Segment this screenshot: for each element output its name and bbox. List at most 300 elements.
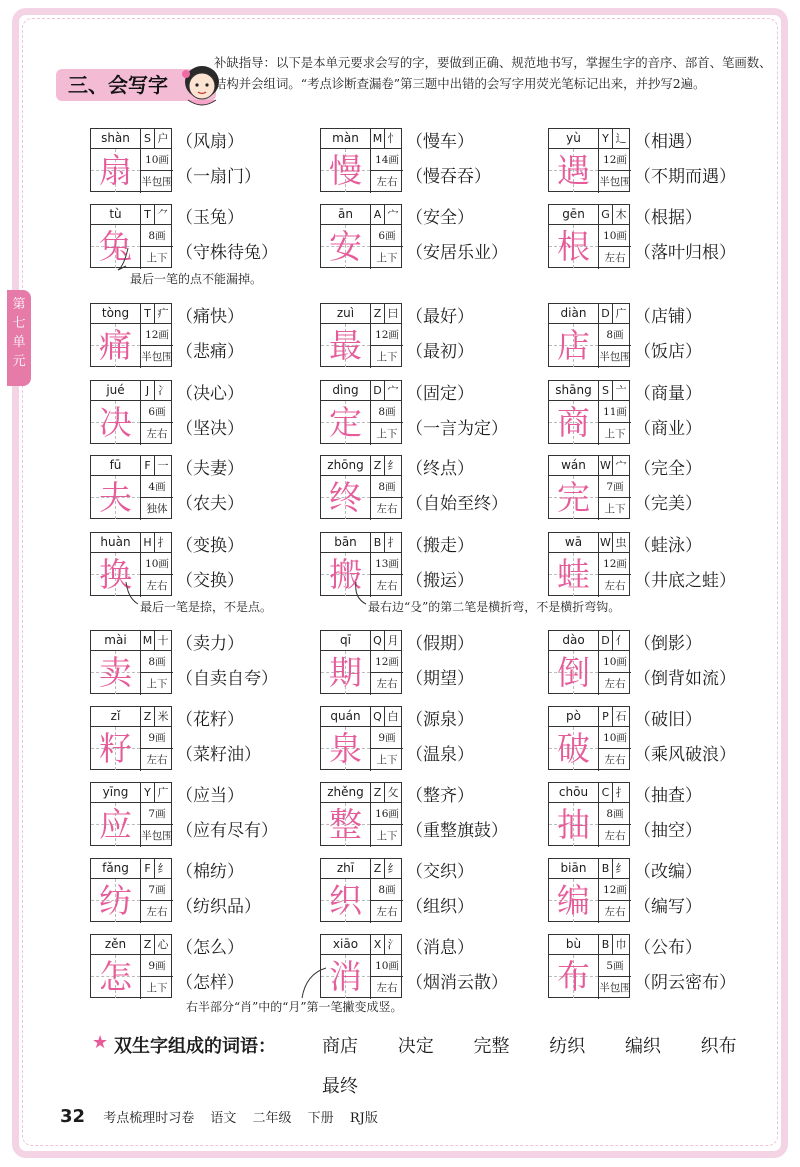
word: （交织） [406, 862, 474, 882]
structure: 左右 [376, 906, 398, 918]
character-box [90, 303, 172, 367]
page-footer [60, 1106, 760, 1127]
index-letter: Y [599, 129, 613, 149]
term: 下册 [307, 1111, 334, 1126]
tianzige-cell [91, 401, 141, 445]
index-letter: D [371, 381, 385, 401]
structure: 左右 [604, 830, 626, 842]
index-letter: Z [371, 783, 385, 803]
word: （慢车） [406, 132, 474, 152]
character-card [90, 455, 312, 519]
structure: 上下 [376, 830, 398, 842]
character-box [548, 532, 630, 596]
pinyin: zuì [321, 304, 371, 324]
radical: 纟 [385, 859, 401, 879]
index-letter: G [599, 205, 613, 225]
pinyin: huàn [91, 533, 141, 553]
word: （乘风破浪） [634, 745, 736, 765]
stroke-count: 12画 [599, 879, 631, 901]
structure: 半包围 [141, 351, 173, 363]
word: （应有尽有） [176, 821, 278, 841]
radical: 忄 [385, 129, 401, 149]
structure: 半包围 [141, 830, 173, 842]
character: 终 [329, 478, 362, 517]
structure: 上下 [376, 754, 398, 766]
structure: 左右 [376, 678, 398, 690]
pinyin: jué [91, 381, 141, 401]
character-card [548, 934, 770, 998]
stroke-count: 8画 [141, 651, 173, 673]
pinyin: tòng [91, 304, 141, 324]
pinyin: zhī [321, 859, 371, 879]
structure: 上下 [604, 428, 626, 440]
pinyin: fǎng [91, 859, 141, 879]
stroke-count: 6画 [141, 401, 173, 423]
radical: 白 [385, 707, 401, 727]
pinyin: zhěng [321, 783, 371, 803]
character-card [548, 630, 770, 694]
character: 泉 [329, 729, 362, 768]
character-box [320, 455, 402, 519]
pinyin: xiāo [321, 935, 371, 955]
character-card [320, 303, 542, 367]
stroke-count: 8画 [371, 476, 403, 498]
word: （落叶归根） [634, 243, 736, 263]
structure: 左右 [604, 678, 626, 690]
structure: 半包围 [599, 982, 631, 994]
character-card [90, 706, 312, 770]
word: （商业） [634, 419, 702, 439]
stroke-count: 10画 [141, 149, 173, 171]
radical: 曰 [385, 304, 401, 324]
index-letter: C [599, 783, 613, 803]
pinyin: ān [321, 205, 371, 225]
character-card [320, 204, 542, 268]
word: （慢吞吞） [406, 167, 491, 187]
character: 最 [329, 326, 362, 365]
structure: 半包围 [599, 351, 631, 363]
word: （整齐） [406, 786, 474, 806]
pinyin: wán [549, 456, 599, 476]
character-card [548, 706, 770, 770]
index-letter: S [599, 381, 613, 401]
character-card [320, 858, 542, 922]
radical: 纟 [385, 456, 401, 476]
tianzige-cell [321, 149, 371, 193]
character: 夫 [99, 478, 132, 517]
structure: 半包围 [141, 176, 173, 188]
word: （花籽） [176, 710, 244, 730]
index-letter: Y [141, 783, 155, 803]
word: （抽空） [634, 821, 702, 841]
radical: 扌 [613, 783, 629, 803]
character: 应 [99, 805, 132, 844]
tianzige-cell [321, 879, 371, 923]
character-box [90, 380, 172, 444]
character-card [320, 934, 542, 998]
radical: 月 [385, 631, 401, 651]
radical: 扌 [385, 533, 401, 553]
radical: 巾 [613, 935, 629, 955]
word: （编写） [634, 897, 702, 917]
index-letter: Z [371, 304, 385, 324]
stroke-count: 8画 [371, 879, 403, 901]
stroke-count: 9画 [371, 727, 403, 749]
word: （商量） [634, 384, 702, 404]
radical: 心 [155, 935, 171, 955]
radical: 宀 [385, 205, 401, 225]
word: （倒背如流） [634, 669, 736, 689]
radical: 木 [613, 205, 629, 225]
character-card [320, 128, 542, 192]
index-letter: B [599, 859, 613, 879]
structure: 半包围 [599, 176, 631, 188]
word: （自始至终） [406, 494, 508, 514]
pinyin: zǐ [91, 707, 141, 727]
tianzige-cell [549, 879, 599, 923]
word: （菜籽油） [176, 745, 261, 765]
note-arrow-icon [124, 580, 148, 608]
tianzige-cell [91, 803, 141, 847]
note-arrow-icon [296, 966, 336, 1000]
character-card [320, 380, 542, 444]
pinyin: dào [549, 631, 599, 651]
index-letter: Z [141, 935, 155, 955]
radical: 虫 [613, 533, 629, 553]
word: （完全） [634, 459, 702, 479]
pinyin: wā [549, 533, 599, 553]
word: （卖力） [176, 634, 244, 654]
character-box [548, 934, 630, 998]
radical: 宀 [613, 456, 629, 476]
unit-tab [7, 290, 31, 386]
structure: 上下 [146, 252, 168, 264]
pinyin: fū [91, 456, 141, 476]
character: 慢 [329, 151, 362, 190]
pinyin: qī [321, 631, 371, 651]
character-box [320, 630, 402, 694]
stroke-count: 14画 [371, 149, 403, 171]
character-card [320, 706, 542, 770]
character: 抽 [557, 805, 590, 844]
stroke-count: 16画 [371, 803, 403, 825]
index-letter: Z [141, 707, 155, 727]
pinyin: quán [321, 707, 371, 727]
character: 决 [99, 403, 132, 442]
pinyin: zěn [91, 935, 141, 955]
double-word: 纺织 [549, 1036, 586, 1057]
character-card [548, 532, 770, 596]
character-box [90, 934, 172, 998]
radical: 氵 [385, 935, 401, 955]
radical: 亻 [613, 631, 629, 651]
word: （最初） [406, 342, 474, 362]
word: （破旧） [634, 710, 702, 730]
word: （悲痛） [176, 342, 244, 362]
tianzige-cell [549, 955, 599, 999]
double-words-title: 双生字组成的词语： [114, 1036, 276, 1057]
pinyin: biān [549, 859, 599, 879]
word: （一言为定） [406, 419, 508, 439]
character-box [548, 455, 630, 519]
word: （坚决） [176, 419, 244, 439]
edition: RJ版 [349, 1111, 378, 1126]
structure: 左右 [146, 906, 168, 918]
stroke-count: 12画 [371, 651, 403, 673]
index-letter: W [599, 533, 613, 553]
character-box [320, 782, 402, 846]
guidance-text: 补缺指导：以下是本单元要求会写的字，要做到正确、规范地书写，掌握生字的音序、部首、笔画数、结构并会组词。“考点诊断查漏卷”第三题中出错的会写字用荧光笔标记出来，并抄写2遍。 [214, 55, 772, 91]
character-box [320, 204, 402, 268]
word: （痛快） [176, 307, 244, 327]
word: （夫妻） [176, 459, 244, 479]
index-letter: F [141, 859, 155, 879]
character: 定 [329, 403, 362, 442]
structure: 左右 [604, 906, 626, 918]
word: （安全） [406, 208, 474, 228]
unit-tab-char: 单 [12, 335, 26, 350]
structure: 左右 [604, 580, 626, 592]
character-box [90, 455, 172, 519]
character-box [548, 782, 630, 846]
tianzige-cell [549, 727, 599, 771]
character: 蛙 [557, 555, 590, 594]
double-word: 决定 [397, 1036, 434, 1057]
stroke-count: 12画 [599, 149, 631, 171]
index-letter: X [371, 935, 385, 955]
writing-note: 右半部分“肖”中的“月”第一笔撇变成竖。 [186, 1000, 403, 1014]
unit-tab-char: 七 [12, 316, 26, 331]
character: 根 [557, 227, 590, 266]
index-letter: S [141, 129, 155, 149]
word: （变换） [176, 536, 244, 556]
structure: 左右 [376, 176, 398, 188]
word: （终点） [406, 459, 474, 479]
character-card [90, 630, 312, 694]
word: （蛙泳） [634, 536, 702, 556]
character-card [548, 380, 770, 444]
pinyin: tù [91, 205, 141, 225]
stroke-count: 13画 [371, 553, 403, 575]
character-card [548, 782, 770, 846]
index-letter: B [371, 533, 385, 553]
stroke-count: 10画 [141, 553, 173, 575]
word: （一扇门） [176, 167, 261, 187]
pinyin: mài [91, 631, 141, 651]
character: 店 [557, 326, 590, 365]
index-letter: F [141, 456, 155, 476]
tianzige-cell [91, 879, 141, 923]
radical: 米 [155, 707, 171, 727]
character-box [320, 128, 402, 192]
pinyin: yù [549, 129, 599, 149]
character: 扇 [99, 151, 132, 190]
tianzige-cell [549, 225, 599, 269]
character: 卖 [99, 653, 132, 692]
word: （井底之蛙） [634, 571, 736, 591]
structure: 独体 [146, 503, 168, 515]
stroke-count: 6画 [371, 225, 403, 247]
stroke-count: 8画 [599, 803, 631, 825]
radical: 扌 [155, 533, 171, 553]
character: 消 [329, 957, 362, 996]
word: （改编） [634, 862, 702, 882]
radical: 十 [155, 631, 171, 651]
pinyin: diàn [549, 304, 599, 324]
structure: 上下 [376, 428, 398, 440]
section-title: 三、会写字 [56, 69, 216, 101]
character: 整 [329, 805, 362, 844]
tianzige-cell [91, 651, 141, 695]
double-word: 编织 [624, 1036, 661, 1057]
tianzige-cell [549, 324, 599, 368]
word: （店铺） [634, 307, 702, 327]
pinyin: shāng [549, 381, 599, 401]
character: 怎 [99, 957, 132, 996]
index-letter: M [371, 129, 385, 149]
pinyin: bān [321, 533, 371, 553]
pinyin: gēn [549, 205, 599, 225]
stroke-count: 4画 [141, 476, 173, 498]
index-letter: B [599, 935, 613, 955]
stroke-count: 10画 [599, 651, 631, 673]
character-box [548, 380, 630, 444]
tianzige-cell [549, 149, 599, 193]
stroke-count: 8画 [141, 225, 173, 247]
character-box [320, 858, 402, 922]
character: 纺 [99, 881, 132, 920]
character-box [548, 630, 630, 694]
word: （重整旗鼓） [406, 821, 508, 841]
word: （倒影） [634, 634, 702, 654]
word: （公布） [634, 938, 702, 958]
radical: 户 [155, 129, 171, 149]
tianzige-cell [321, 476, 371, 520]
structure: 左右 [146, 754, 168, 766]
pinyin: màn [321, 129, 371, 149]
index-letter: Q [371, 707, 385, 727]
character-box [90, 858, 172, 922]
character: 编 [557, 881, 590, 920]
word: （消息） [406, 938, 474, 958]
subject: 语文 [210, 1111, 237, 1126]
index-letter: M [141, 631, 155, 651]
character-card [320, 782, 542, 846]
stroke-count: 7画 [141, 803, 173, 825]
word: （搬走） [406, 536, 474, 556]
character-box [90, 128, 172, 192]
word: （搬运） [406, 571, 474, 591]
tianzige-cell [91, 149, 141, 193]
double-words-list [322, 1032, 771, 1058]
radical: 纟 [155, 859, 171, 879]
index-letter: D [599, 304, 613, 324]
radical: 攵 [385, 783, 401, 803]
note-arrow-icon [114, 246, 138, 280]
character-box [320, 380, 402, 444]
structure: 左右 [376, 982, 398, 994]
word: （假期） [406, 634, 474, 654]
stroke-count: 9画 [141, 727, 173, 749]
grade: 二年级 [252, 1111, 292, 1126]
tianzige-cell [549, 553, 599, 597]
tianzige-cell [549, 476, 599, 520]
stroke-count: 10画 [371, 955, 403, 977]
tianzige-cell [321, 225, 371, 269]
tianzige-cell [321, 803, 371, 847]
radical: 冫 [155, 381, 171, 401]
tianzige-cell [549, 651, 599, 695]
structure: 上下 [146, 982, 168, 994]
index-letter: A [371, 205, 385, 225]
word: （玉兔） [176, 208, 244, 228]
character-box [90, 782, 172, 846]
stroke-count: 12画 [371, 324, 403, 346]
stroke-count: 8画 [371, 401, 403, 423]
star-icon: ★ [92, 1032, 109, 1053]
stroke-count: 11画 [599, 401, 631, 423]
index-letter: W [599, 456, 613, 476]
character-card [320, 455, 542, 519]
note-arrow-icon [350, 580, 374, 608]
word: （期望） [406, 669, 474, 689]
tianzige-cell [91, 476, 141, 520]
character: 遇 [557, 151, 590, 190]
structure: 上下 [604, 503, 626, 515]
pinyin: bù [549, 935, 599, 955]
index-letter: H [141, 533, 155, 553]
tianzige-cell [549, 803, 599, 847]
word: （温泉） [406, 745, 474, 765]
tianzige-cell [549, 401, 599, 445]
character: 兔 [99, 227, 132, 266]
tianzige-cell [321, 727, 371, 771]
index-letter: Q [371, 631, 385, 651]
character: 织 [329, 881, 362, 920]
character-card [90, 380, 312, 444]
character: 换 [99, 555, 132, 594]
pinyin: zhōng [321, 456, 371, 476]
pinyin: pò [549, 707, 599, 727]
word: （纺织品） [176, 897, 261, 917]
character-box [548, 303, 630, 367]
radical: 纟 [613, 859, 629, 879]
stroke-count: 7画 [599, 476, 631, 498]
tianzige-cell [321, 401, 371, 445]
structure: 左右 [146, 580, 168, 592]
word: （完美） [634, 494, 702, 514]
radical: 宀 [385, 381, 401, 401]
word: （源泉） [406, 710, 474, 730]
stroke-count: 10画 [599, 727, 631, 749]
character-card [320, 630, 542, 694]
index-letter: Z [371, 859, 385, 879]
structure: 左右 [376, 580, 398, 592]
index-letter: Z [371, 456, 385, 476]
word: （棉纺） [176, 862, 244, 882]
radical: 辶 [613, 129, 629, 149]
character-card [548, 128, 770, 192]
writing-note: 最右边“殳”的第二笔是横折弯，不是横折弯钩。 [368, 600, 621, 614]
character: 安 [329, 227, 362, 266]
pinyin: dìng [321, 381, 371, 401]
pinyin: yīng [91, 783, 141, 803]
character-box [548, 858, 630, 922]
character-card [548, 303, 770, 367]
character-box [320, 706, 402, 770]
word: （最好） [406, 307, 474, 327]
character: 籽 [99, 729, 132, 768]
